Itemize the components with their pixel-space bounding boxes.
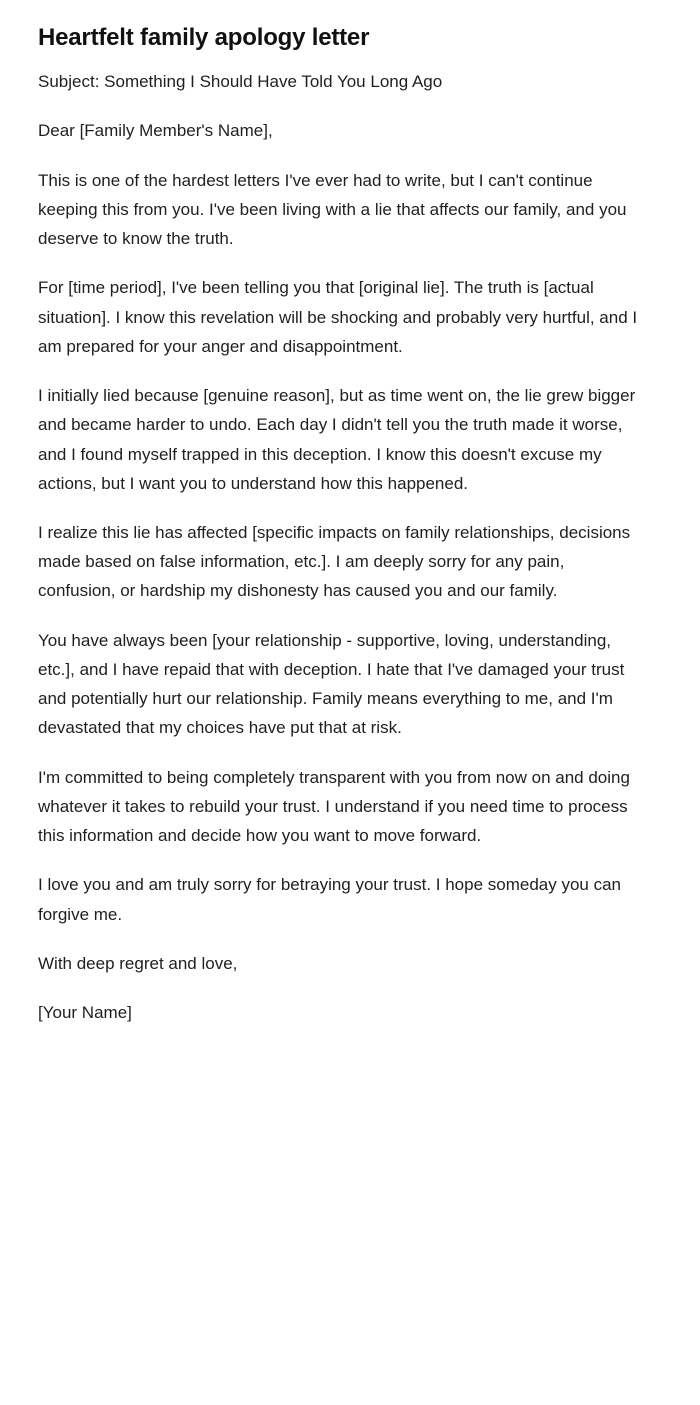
page-title: Heartfelt family apology letter [38,24,370,51]
letter-paragraph-2: For [time period], I've been telling you that [original lie]. The truth is [actual situation]. I know this revelation will be shocking and probably very hurtful, and I am prepared for your anger and disappointment. [38,278,638,356]
letter-paragraph-5: You have always been [your relationship - supportive, loving, understanding, etc.], and I have repaid that with deception. I hate that I've damaged your trust and potentially hurt our relationship. Family means everything to me, and I'm devastated that my choices have put that at risk. [38,630,625,738]
letter-paragraph-4: I realize this lie has affected [specific impacts on family relationships, decisions made based on false information, etc.]. I am deeply sorry for any pain, confusion, or hardship my dishonesty has caused you and our family. [38,523,631,601]
letter-paragraph-1: This is one of the hardest letters I've ever had to write, but I can't continue keeping this from you. I've been living with a lie that affects our family, and you deserve to know the truth. [38,170,627,249]
letter-paragraph-7: I love you and am truly sorry for betraying your trust. I hope someday you can forgive me. [38,875,622,924]
letter-paragraph-6: I'm committed to being completely transparent with you from now on and doing whatever it takes to rebuild your trust. I understand if you need time to process this information and decide how you want to move forward. [38,767,630,846]
letter-paragraph-3: I initially lied because [genuine reason], but as time went on, the lie grew bigger and became harder to undo. Each day I didn't tell you the truth made it worse, and I found myself trapped in this deception. I know this doesn't excuse my actions, but I want you to understand how this happened. [38,386,636,493]
letter-closing: With deep regret and love, [38,953,238,973]
letter-salutation: Dear [Family Member's Name], [38,121,273,141]
letter-signature: [Your Name] [38,1003,132,1023]
letter-subject: Subject: Something I Should Have Told You Long Ago [38,72,443,92]
